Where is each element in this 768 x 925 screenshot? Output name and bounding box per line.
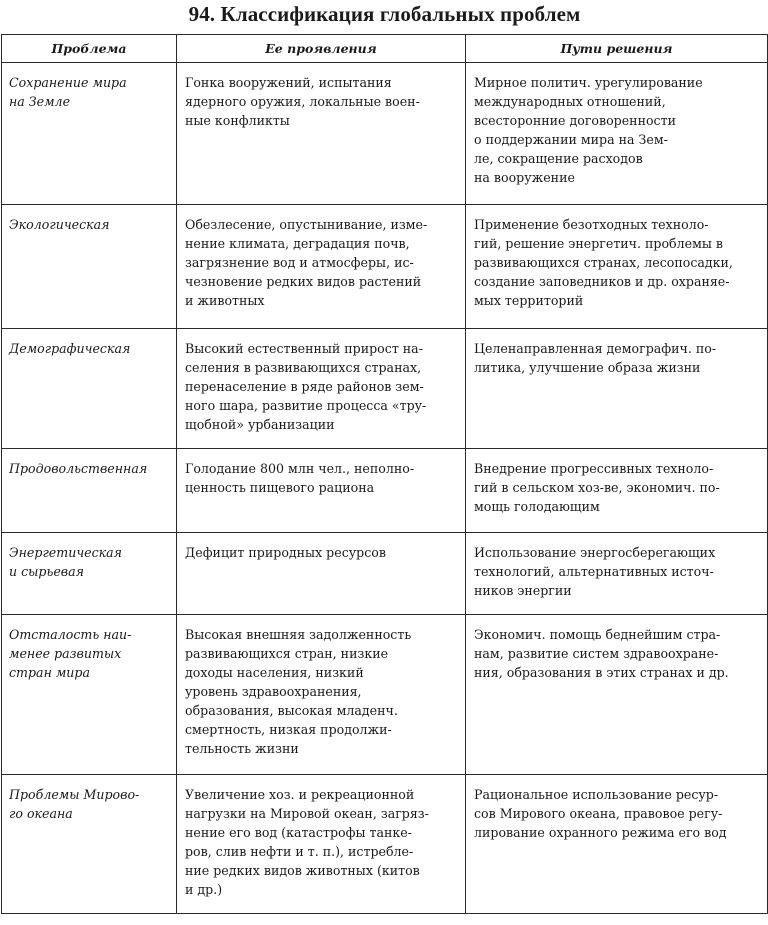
- solutions-cell: [466, 205, 768, 329]
- cell-line: нение его вод (катастрофы танке-: [185, 825, 412, 840]
- cell-line: Отсталость наи-: [9, 627, 132, 642]
- cell-line: всесторонние договоренности: [474, 113, 676, 128]
- problem-cell: [2, 775, 177, 914]
- problem-cell: [2, 449, 177, 533]
- header-problem: Проблема: [2, 35, 177, 63]
- cell-line: о поддержании мира на Зем-: [474, 132, 668, 147]
- manifestations-cell: [177, 533, 466, 615]
- cell-line: Увеличение хоз. и рекреационной: [185, 787, 415, 802]
- table-body: [2, 63, 768, 914]
- cell-line: ценность пищевого рациона: [185, 480, 375, 495]
- solutions-cell: [466, 329, 768, 449]
- manifestations-cell: [177, 205, 466, 329]
- cell-line: на вооружение: [474, 170, 575, 185]
- global-problems-table: [1, 34, 768, 914]
- cell-line: гий, решение энергетич. проблемы в: [474, 236, 724, 251]
- cell-line: Дефицит природных ресурсов: [185, 545, 386, 560]
- problem-cell: [2, 615, 177, 775]
- solutions-cell: [466, 775, 768, 914]
- cell-line: смертность, низкая продолжи-: [185, 722, 392, 737]
- cell-line: стран мира: [9, 665, 90, 680]
- cell-line: Экологическая: [9, 217, 110, 232]
- table-row: [2, 329, 768, 449]
- cell-line: щобной» урбанизации: [185, 417, 335, 432]
- table-row: [2, 533, 768, 615]
- table-row: [2, 775, 768, 914]
- cell-line: Мирное политич. урегулирование: [474, 75, 703, 90]
- table-row: [2, 449, 768, 533]
- cell-line: Гонка вооружений, испытания: [185, 75, 392, 90]
- problem-cell: [2, 205, 177, 329]
- header-manifestations: Ее проявления: [177, 35, 466, 63]
- cell-line: на Земле: [9, 94, 71, 109]
- solutions-cell: [466, 533, 768, 615]
- cell-line: нам, развитие систем здравоохране-: [474, 646, 719, 661]
- cell-line: сов Мирового океана, правовое регу-: [474, 806, 723, 821]
- cell-line: международных отношений,: [474, 94, 666, 109]
- cell-line: мощь голодающим: [474, 499, 600, 514]
- table-row: [2, 615, 768, 775]
- cell-line: и животных: [185, 293, 265, 308]
- cell-line: Рациональное использование ресур-: [474, 787, 719, 802]
- cell-line: уровень здравоохранения,: [185, 684, 362, 699]
- manifestations-cell: [177, 63, 466, 205]
- cell-line: создание заповедников и др. охраняе-: [474, 274, 730, 289]
- cell-line: ние редких видов животных (китов: [185, 863, 420, 878]
- cell-line: ния, образования в этих странах и др.: [474, 665, 729, 680]
- manifestations-cell: [177, 449, 466, 533]
- cell-line: литика, улучшение образа жизни: [474, 360, 701, 375]
- cell-line: ле, сокращение расходов: [474, 151, 643, 166]
- cell-line: ядерного оружия, локальные воен-: [185, 94, 420, 109]
- cell-line: перенаселение в ряде районов зем-: [185, 379, 424, 394]
- cell-line: Высокая внешняя задолженность: [185, 627, 412, 642]
- cell-line: Демографическая: [9, 341, 131, 356]
- cell-line: Применение безотходных техноло-: [474, 217, 709, 232]
- problem-cell: [2, 533, 177, 615]
- cell-line: ного шара, развитие процесса «тру-: [185, 398, 427, 413]
- cell-line: Продовольственная: [9, 461, 148, 476]
- table-row: [2, 63, 768, 205]
- cell-line: ные конфликты: [185, 113, 290, 128]
- cell-line: лирование охранного режима его вод: [474, 825, 727, 840]
- cell-line: Внедрение прогрессивных техноло-: [474, 461, 714, 476]
- cell-line: Обезлесение, опустынивание, изме-: [185, 217, 428, 232]
- manifestations-cell: [177, 775, 466, 914]
- table-row: [2, 205, 768, 329]
- cell-line: нагрузки на Мировой океан, загряз-: [185, 806, 429, 821]
- cell-line: Энергетическая: [9, 545, 123, 560]
- problem-cell: [2, 63, 177, 205]
- header-solutions: Пути решения: [466, 35, 768, 63]
- solutions-cell: [466, 615, 768, 775]
- manifestations-cell: [177, 615, 466, 775]
- cell-line: гий в сельском хоз-ве, экономич. по-: [474, 480, 720, 495]
- cell-line: загрязнение вод и атмосферы, ис-: [185, 255, 414, 270]
- cell-line: Использование энергосберегающих: [474, 545, 716, 560]
- cell-line: менее развитых: [9, 646, 122, 661]
- cell-line: Сохранение мира: [9, 75, 127, 90]
- cell-line: развивающихся стран, низкие: [185, 646, 389, 661]
- problem-cell: [2, 329, 177, 449]
- cell-line: мых территорий: [474, 293, 584, 308]
- solutions-cell: [466, 63, 768, 205]
- cell-line: Проблемы Мирово-: [9, 787, 140, 802]
- cell-line: Голодание 800 млн чел., неполно-: [185, 461, 415, 476]
- cell-line: Экономич. помощь беднейшим стра-: [474, 627, 721, 642]
- cell-line: тельность жизни: [185, 741, 299, 756]
- cell-line: развивающихся странах, лесопосадки,: [474, 255, 733, 270]
- cell-line: Высокий естественный прирост на-: [185, 341, 423, 356]
- solutions-cell: [466, 449, 768, 533]
- table-header-row: [2, 35, 768, 63]
- cell-line: го океана: [9, 806, 73, 821]
- cell-line: и др.): [185, 882, 223, 897]
- cell-line: ников энергии: [474, 583, 572, 598]
- cell-line: доходы населения, низкий: [185, 665, 364, 680]
- manifestations-cell: [177, 329, 466, 449]
- cell-line: Целенаправленная демографич. по-: [474, 341, 717, 356]
- cell-line: ров, слив нефти и т. п.), истребле-: [185, 844, 414, 859]
- cell-line: нение климата, деградация почв,: [185, 236, 410, 251]
- cell-line: и сырьевая: [9, 564, 84, 579]
- cell-line: селения в развивающихся странах,: [185, 360, 422, 375]
- cell-line: чезновение редких видов растений: [185, 274, 422, 289]
- cell-line: технологий, альтернативных источ-: [474, 564, 714, 579]
- page-title: 94. Классификация глобальных проблем: [188, 2, 581, 26]
- cell-line: образования, высокая младенч.: [185, 703, 398, 718]
